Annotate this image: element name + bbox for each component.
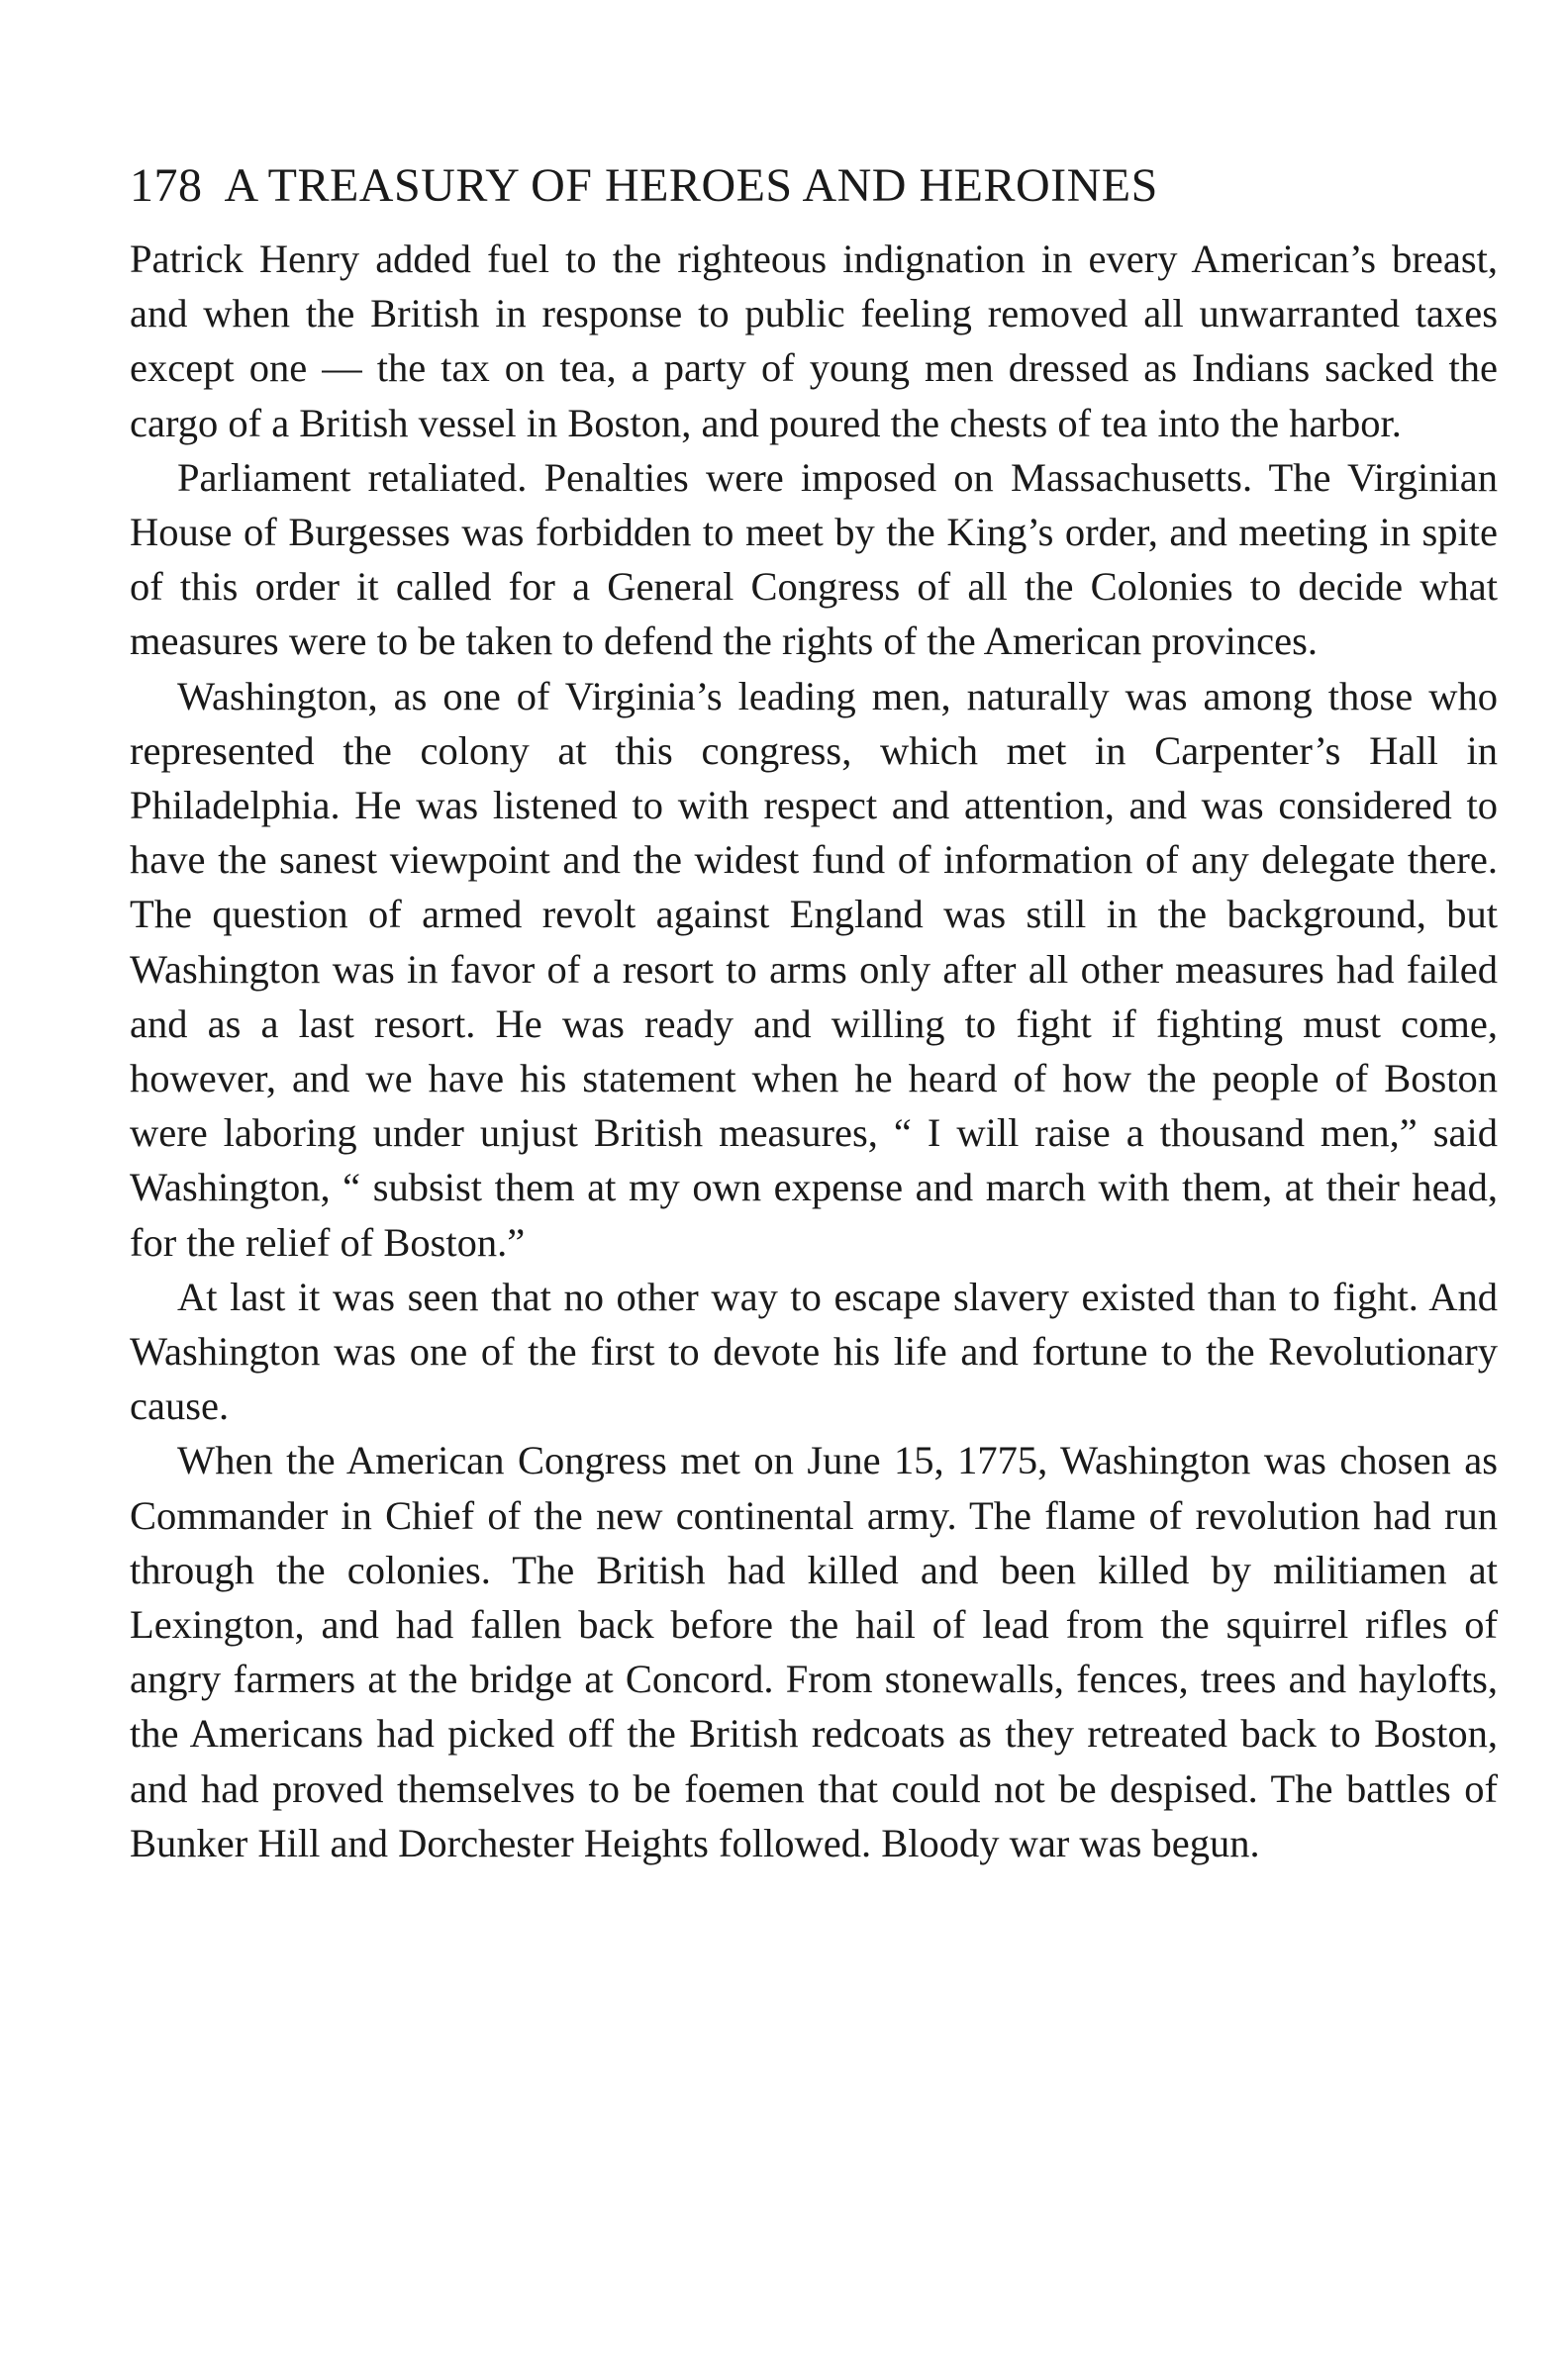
paragraph-congress: Washington, as one of Virginia’s leading men, naturally was among those who represented the colony at this congress, which met in Carpenter’s Hall in Philadelphia. He was listened to with respect and attention, and was considered to have the sanest viewpoint and the widest fund of information of any delegate there. The question of armed revolt against England was still in the background, but Washington was in favor of a resort to arms only after all other measures had failed and as a last resort. He was ready and willing to fight if fighting must come, however, and we have his statement when he heard of how the people of Boston were laboring under unjust British measures, “ I will raise a thousand men,” said Washington, “ subsist them at my own expense and march with them, at their head, for the relief of Boston.” bbox=[130, 673, 1498, 1265]
paragraph-last-resort: At last it was seen that no other way to escape slavery existed than to fight. And Washington was one of the first to devote his life and fortune to the Revolutionary cause. bbox=[130, 1274, 1498, 1429]
paragraph-tea-party: Patrick Henry added fuel to the righteous indignation in every American’s breast, and when the British in response to public feeling removed all unwarranted taxes except one — the tax on tea, a party of young men dressed as Indians sacked the cargo of a British vessel in Boston, and poured the chests of tea into the harbor. bbox=[130, 237, 1498, 445]
running-title: A TREASURY OF HEROES AND HEROINES bbox=[224, 159, 1158, 212]
body-text bbox=[130, 232, 1498, 1870]
paragraph-commander: When the American Congress met on June 15, 1775, Washington was chosen as Commander in Chief of the new continental army. The flame of revolution had run through the colonies. The British had killed and been killed by militiamen at Lexington, and had fallen back before the hail of lead from the squirrel rifles of angry farmers at the bridge at Concord. From stonewalls, fences, trees and haylofts, the Americans had picked off the British redcoats as they retreated back to Boston, and had proved themselves to be foemen that could not be despised. The battles of Bunker Hill and Dorchester Heights followed. Bloody war was begun. bbox=[130, 1438, 1498, 1865]
paragraph-parliament: Parliament retaliated. Penalties were imposed on Massachusetts. The Virginian House of Burgesses was forbidden to meet by the King’s order, and meeting in spite of this order it called for a General Congress of all the Colonies to decide what measures were to be taken to defend the rights of the American provinces. bbox=[130, 454, 1498, 664]
book-page bbox=[130, 158, 1498, 1870]
running-header bbox=[130, 158, 1498, 214]
page-number: 178 bbox=[130, 159, 203, 212]
